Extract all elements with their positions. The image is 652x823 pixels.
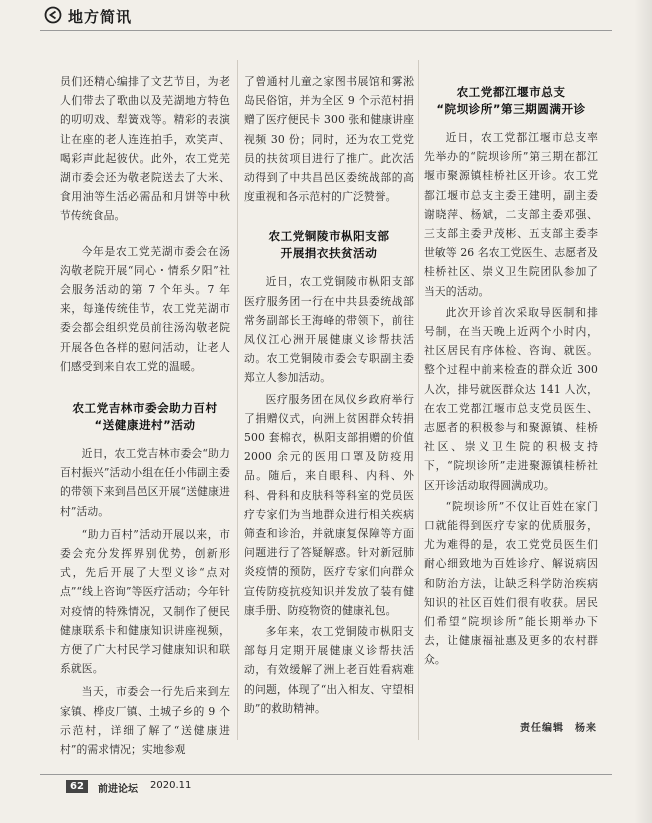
section-title: 地方简讯 [68, 8, 133, 26]
article-paragraph: 医疗服务团在凤仪乡政府举行了捐赠仪式，向洲上贫困群众转捐 500 套棉衣，枞阳支部捐赠的价值 2000 余元的医用口罩及防疫用品。随后，来自眼科、内科、外科、骨科和皮肤科等科室的党员医疗专家们为当地群众进行相关疾病筛查和诊治，并就康复保障等方面问题进行了答疑解惑。针对新冠肺炎疫情的预防，医疗专家们向群众宣传防疫抗疫知识并发放了装有健康手册、防疫物资的健康礼包。 [244, 392, 414, 617]
page-number: 62 [66, 780, 88, 793]
article-paragraph: 今年是农工党芜湖市委会在汤沟敬老院开展“同心・情系夕阳”社会服务活动的第 7 个年头。7 年来，每逢传统佳节，农工党芜湖市委会都会组织党员前往汤沟敬老院开展各色各样的慰问活动，让老人们感受到来自农工党的温暖。 [60, 244, 230, 373]
article-title-line: “院坝诊所”第三期圆满开诊 [436, 102, 586, 116]
column-divider [237, 60, 238, 740]
column-divider [418, 60, 419, 740]
article-paragraph: 近日，农工党吉林市委会“助力百村振兴”活动小组在任小伟副主委的带领下来到昌邑区开展“送健康进村”活动。 [60, 447, 230, 518]
circle-arrow-icon [44, 6, 62, 24]
article-title-line: 开展捐衣扶贫活动 [280, 246, 378, 261]
article-paragraph: 当天，市委会一行先后来到左家镇、桦皮厂镇、土城子乡的 9 个示范村，详细了解了“送健康进村”的需求情况；实地参观 [60, 685, 230, 757]
column-2 [244, 72, 414, 718]
article-title-line: 农工党都江堰市总支 [456, 85, 566, 99]
column-1 [60, 72, 230, 759]
article-paragraph: 近日，农工党铜陵市枞阳支部医疗服务团一行在中共县委统战部常务副部长王海峰的带领下，前往凤仪江心洲开展健康义诊帮扶活动。农工党铜陵市委会专职副主委郑立人参加活动。 [244, 275, 414, 385]
article-paragraph: 员们还精心编排了文艺节目，为老人们带去了歌曲以及芜湖地方特色的叨叨戏、犁簧戏等。精彩的表演让在座的老人连连拍手，欢笑声、喝彩声此起彼伏。此外，农工党芜湖市委会还为敬老院送去了大米、食用油等生活必需品和月饼等中秋节传统食品。 [60, 75, 230, 223]
article-title [60, 400, 230, 434]
article-paragraph: 近日，农工党都江堰市总支率先举办的“院坝诊所”第三期在都江堰市聚源镇桂桥社区开诊。农工党都江堰市总支主委王建明，副主委谢晓萍、杨斌，二支部主委邓强、三支部主委尹茂彬、五支部主委李世敏等 26 名农工党医生、志愿者及桂桥社区、崇义卫生院团队参加了当天的活动。 [424, 131, 598, 298]
footer-rule [40, 774, 612, 775]
editor-credit: 责任编辑 杨来 [520, 723, 597, 734]
article-title [244, 228, 414, 262]
article-paragraph: 多年来，农工党铜陵市枞阳支部每月定期开展健康义诊帮扶活动，有效缓解了洲上老百姓看病难的问题，体现了“出入相友、守望相助”的救助精神。 [244, 625, 414, 715]
article-paragraph: 了曾通村儿童之家图书展馆和雾淞岛民俗馆，并为全区 9 个示范村捐赠了医疗便民卡 300 张和健康讲座视频 30 份；同时，还为农工党党员的扶贫项目进行了推广。此次活动得到了中共昌邑区委统战部的高度重视和各示范村的广泛赞誉。 [244, 75, 414, 204]
article-paragraph: “院坝诊所”不仅让百姓在家门口就能得到医疗专家的优质服务，尤为难得的是，农工党党员医生们耐心细致地为百姓诊疗、解说病因和防治方法，让缺乏科学防治疾病知识的社区百姓们很有收获。居民们希望“院坝诊所”能长期举办下去，让健康福祉惠及更多的农村群众。 [424, 499, 598, 667]
article-title-line: 农工党铜陵市枞阳支部 [268, 229, 390, 244]
article-title-line: 农工党吉林市委会助力百村 [72, 401, 218, 416]
header-rule [40, 30, 612, 31]
article-title [424, 84, 598, 118]
article-paragraph: “助力百村”活动开展以来，市委会充分发挥界别优势，创新形式，先后开展了大型义诊“点对点”“线上咨询”等医疗活动；今年针对疫情的特殊情况，又制作了便民健康联系卡和健康知识讲座视频，方便了广大村民学习健康知识和联系就医。 [60, 527, 230, 676]
journal-name: 前进论坛 [98, 784, 138, 795]
page-header [0, 0, 652, 32]
article-title-line: “送健康进村”活动 [94, 418, 196, 433]
issue-date: 2020.11 [150, 780, 192, 791]
page-spine-shadow [634, 0, 652, 823]
column-3 [424, 84, 598, 670]
article-paragraph: 此次开诊首次采取导医制和排号制，在当天晚上近两个小时内，社区居民有序体检、咨询、就医。整个过程中前来检查的群众近 300 人次，排号就医群众达 141 人次，在农工党都江堰市总支党员医生、志愿者的积极参与和聚源镇、桂桥社区、崇义卫生院的积极支持下，“院坝诊所”走进聚源镇桂桥社区开诊活动取得圆满成功。 [424, 305, 598, 492]
